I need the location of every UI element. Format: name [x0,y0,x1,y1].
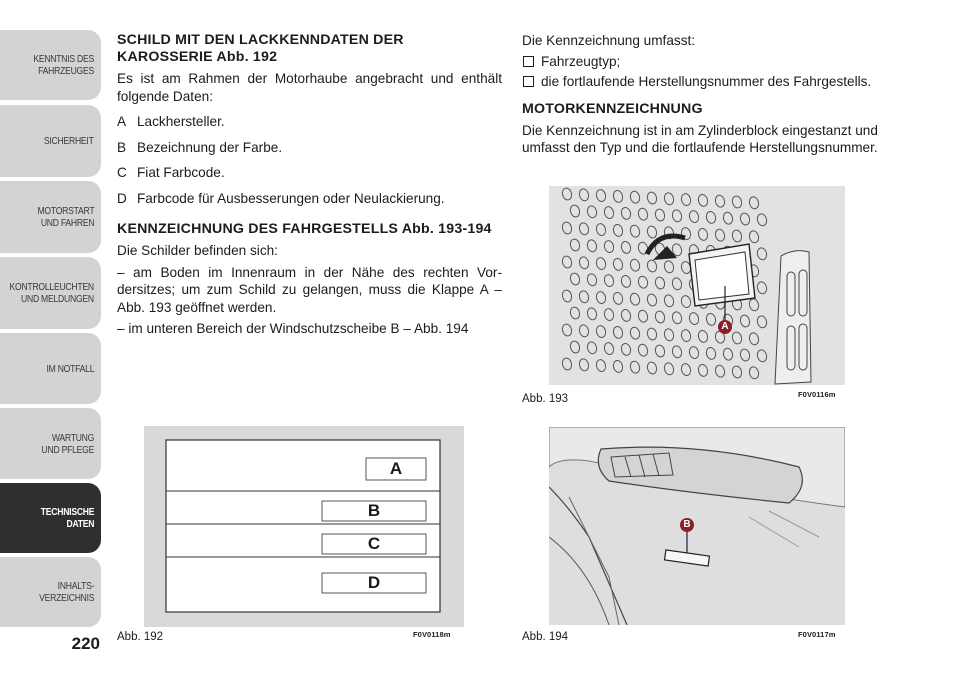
list-item [117,164,502,182]
texture-oval [646,293,658,307]
list-text: Bezeichnung der Farbe. [137,139,283,155]
texture-oval [654,276,666,290]
list-key: C [117,165,127,180]
texture-oval [646,191,658,205]
texture-oval [629,326,641,340]
texture-oval [629,292,641,306]
texture-oval [586,273,598,287]
texture-oval [705,210,717,224]
texture-oval [688,346,700,360]
texture-oval [561,323,573,337]
list-text: Farbcode für Ausbesserungen oder Neulackierung. [137,190,445,206]
texture-oval [578,324,590,338]
tab-motorstart-und-fahren[interactable] [0,181,101,253]
texture-oval [561,187,573,201]
texture-oval [646,259,658,273]
texture-oval [612,291,624,305]
texture-oval [722,211,734,225]
figure-192-caption: Abb. 192 [117,631,164,643]
list-text: Lackhersteller. [137,114,225,129]
texture-oval [654,208,666,222]
texture-oval [714,228,726,242]
texture-oval [756,281,768,295]
texture-oval [671,311,683,325]
texture-oval [620,342,632,356]
tab-sicherheit[interactable] [0,105,101,177]
texture-oval [697,329,709,343]
texture-oval [748,298,760,312]
tab-im-notfall[interactable] [0,333,101,404]
plate-label-d: D [367,573,381,592]
checklist-item [522,73,917,91]
figure-193 [549,186,845,385]
texture-oval [620,206,632,220]
windshield-area-illustration [549,427,845,625]
texture-oval [748,332,760,346]
figure-194 [549,427,845,625]
texture-oval [595,325,607,339]
texture-oval [680,329,692,343]
list-key: A [117,114,127,129]
paragraph: – am Boden im Innenraum in der Nähe des rechten Vor-dersitzes; um zum Schild zu gelangen, muss die Klappe A – Abb. 193 geöffnet werden. [117,264,502,315]
texture-oval [637,207,649,221]
texture-oval [586,205,598,219]
floor-panel-illustration [549,186,845,385]
right-column [522,32,917,157]
texture-oval [646,225,658,239]
figure-192-code: F0V0118m [413,630,451,639]
texture-oval [578,188,590,202]
texture-oval [705,312,717,326]
texture-oval [578,290,590,304]
texture-oval [603,240,615,254]
texture-oval [671,209,683,223]
paint-label-plate-illustration [144,426,464,627]
section-heading-lackkenndaten: SCHILD MIT DEN LACKKENNDATEN DER KAROSSERIE Abb. 192 [117,32,404,65]
texture-oval [612,189,624,203]
texture-oval [629,258,641,272]
paragraph: Die Kennzeichnung ist in am Zylinderblock eingestanzt und umfasst den Typ und die fortlaufende Herstellungsnummer. [522,122,878,155]
figure-192 [144,426,464,627]
texture-oval [586,239,598,253]
texture-oval [569,340,581,354]
texture-oval [739,348,751,362]
texture-oval [620,240,632,254]
tab-label: TECHNISCHE DATEN [40,506,94,530]
texture-oval [595,189,607,203]
list-text: Fiat Farbcode. [137,165,225,180]
texture-oval [671,277,683,291]
figure-193-code: F0V0116m [798,390,836,399]
paragraph: Die Kennzeichnung umfasst: [522,33,696,48]
texture-oval [697,227,709,241]
texture-oval [637,343,649,357]
list-item [117,190,502,208]
texture-oval [654,344,666,358]
texture-oval [748,366,760,380]
texture-oval [663,260,675,274]
tab-wartung-und-pflege[interactable] [0,408,101,479]
texture-oval [671,345,683,359]
texture-oval [688,210,700,224]
paragraph: Es ist am Rahmen der Motorhaube angebracht und enthält folgende Daten: [117,71,502,104]
checkbox-icon [523,56,534,67]
texture-oval [748,196,760,210]
texture-oval [663,294,675,308]
checklist-text: die fortlaufende Herstellungsnummer des Fahrgestells. [541,74,872,89]
texture-oval [646,361,658,375]
texture-oval [569,306,581,320]
tab-label: MOTORSTART UND FAHREN [37,205,94,229]
tab-label: INHALTS- VERZEICHNIS [38,580,94,604]
texture-oval [561,289,573,303]
texture-oval [629,224,641,238]
texture-oval [739,212,751,226]
texture-oval [688,312,700,326]
texture-oval [637,275,649,289]
texture-oval [569,238,581,252]
texture-oval [731,229,743,243]
texture-oval [603,206,615,220]
texture-oval [595,291,607,305]
texture-oval [569,204,581,218]
texture-oval [612,359,624,373]
texture-oval [663,328,675,342]
texture-oval [714,364,726,378]
checklist-text: Fahrzeugtyp; [541,53,621,69]
paragraph: Die Schilder befinden sich: [117,243,278,258]
texture-oval [603,308,615,322]
texture-oval [561,221,573,235]
list-item [117,113,502,131]
texture-oval [731,195,743,209]
texture-oval [595,223,607,237]
tab-kenntnis-des-fahrzeuges[interactable] [0,30,101,100]
figure-193-caption: Abb. 193 [522,393,569,405]
texture-oval [680,193,692,207]
plate-label-a: A [389,459,403,478]
texture-oval [714,194,726,208]
checklist-item [522,53,917,71]
texture-oval [603,274,615,288]
texture-oval [612,223,624,237]
texture-oval [586,341,598,355]
list-item [117,139,502,157]
texture-oval [722,347,734,361]
texture-oval [578,256,590,270]
marker-b: B [683,519,691,530]
texture-oval [654,310,666,324]
texture-oval [629,360,641,374]
texture-oval [756,349,768,363]
plate-label-b: B [367,501,381,520]
texture-oval [739,314,751,328]
tab-kontrolleuchten-und-meldungen[interactable] [0,257,101,329]
texture-oval [756,315,768,329]
tab-label: WARTUNG UND PFLEGE [41,431,94,456]
texture-oval [561,357,573,371]
page-number: 220 [71,634,100,653]
texture-oval [697,363,709,377]
list-key: D [117,190,127,206]
texture-oval [586,307,598,321]
texture-oval [697,193,709,207]
texture-oval [620,308,632,322]
section-heading-fahrgestell: KENNZEICHNUNG DES FAHRGESTELLS Abb. 193-194 [117,221,492,237]
texture-oval [663,192,675,206]
plate-label-c: C [367,534,381,553]
figure-194-code: F0V0117m [798,630,836,639]
texture-oval [756,247,768,261]
texture-oval [663,362,675,376]
figure-194-caption: Abb. 194 [522,631,569,643]
left-column [117,32,502,338]
texture-oval [705,346,717,360]
texture-oval [595,359,607,373]
texture-oval [680,295,692,309]
texture-oval [646,327,658,341]
texture-oval [603,342,615,356]
texture-oval [748,230,760,244]
list-key: B [117,139,127,155]
texture-oval [595,257,607,271]
section-heading-motorkennzeichnung: MOTORKENNZEICHNUNG [522,100,703,117]
texture-oval [561,255,573,269]
texture-oval [731,331,743,345]
texture-oval [629,190,641,204]
texture-oval [680,363,692,377]
texture-oval [756,213,768,227]
tab-label: KENNTNIS DES FAHRZEUGES [33,53,94,77]
tab-label: IM NOTFALL [46,362,94,375]
tab-technische-daten[interactable] [0,483,101,553]
texture-oval [578,358,590,372]
texture-oval [578,222,590,236]
texture-oval [569,272,581,286]
texture-oval [612,325,624,339]
texture-oval [612,257,624,271]
texture-oval [637,309,649,323]
texture-oval [620,274,632,288]
texture-oval [731,365,743,379]
tab-inhaltsverzeichnis[interactable] [0,557,101,627]
checkbox-icon [523,76,534,87]
tab-label: SICHERHEIT [44,135,94,147]
paragraph: – im unteren Bereich der Windschutzscheibe B – Abb. 194 [117,321,469,336]
marker-a: A [721,321,729,332]
tab-label: KONTROLLEUCHTEN UND MELDUNGEN [9,281,94,305]
